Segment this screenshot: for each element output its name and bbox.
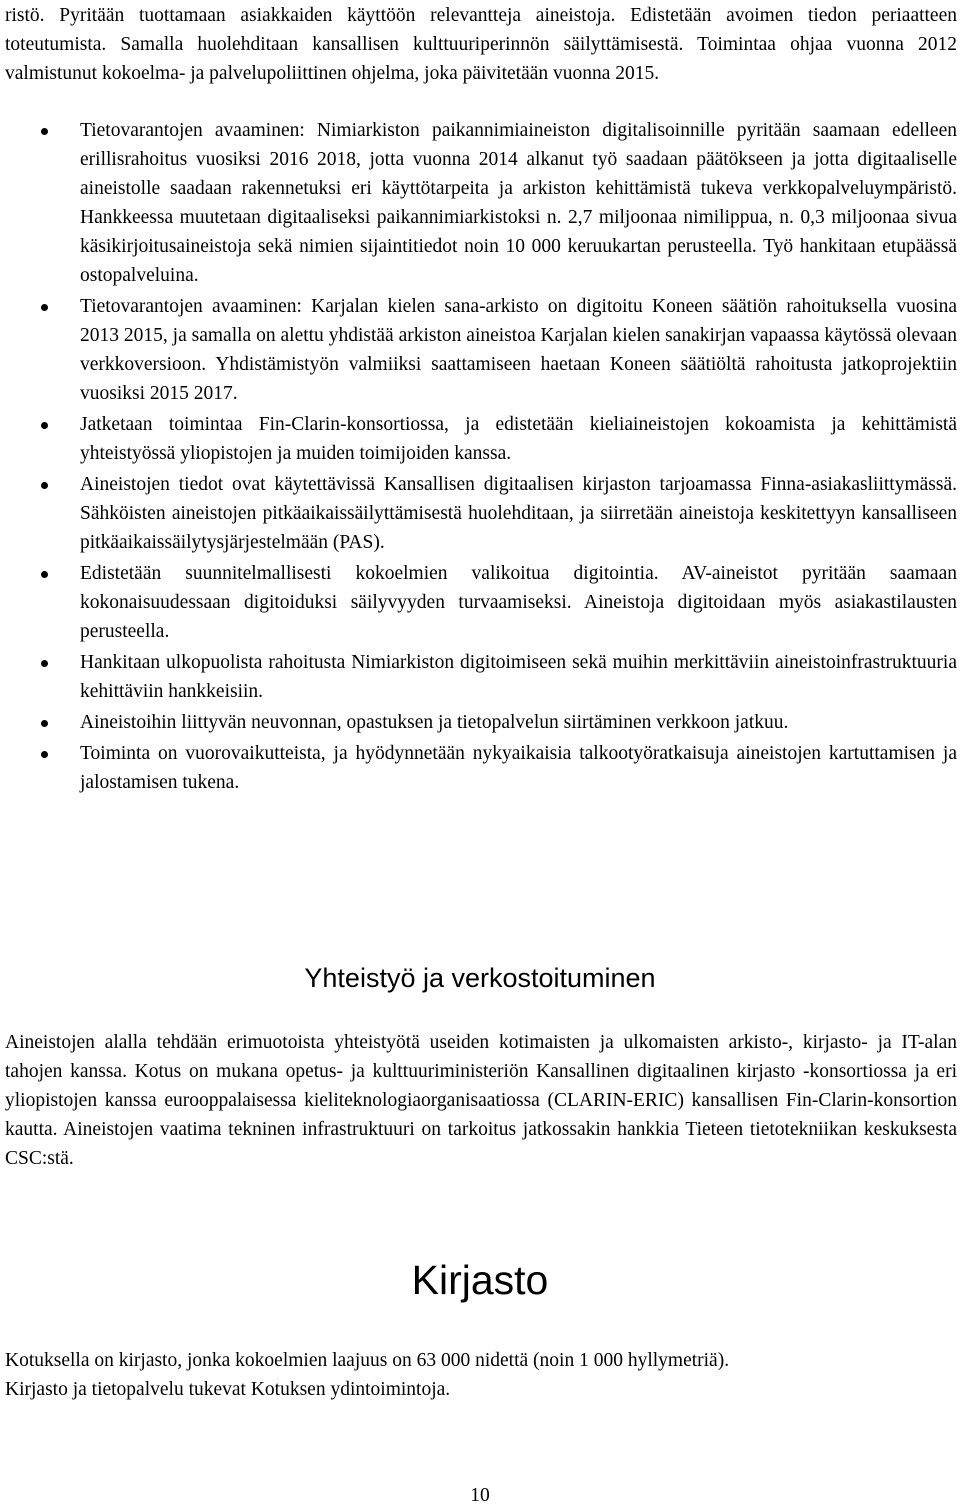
- bullet-dot-icon: [41, 304, 48, 311]
- bullet-dot-icon: [41, 751, 48, 758]
- bullet-text: Tietovarantojen avaaminen: Nimiarkiston paikannimiaineiston digitalisoinnille pyritään saamaan edelleen erillisrahoitus vuosiksi 2016 2018, jotta vuonna 2014 alkanut työ saadaan päätökseen ja jotta digitaaliselle aineistolle saadaan rakennetuksi eri käyttötarpeita ja arkiston kehittämistä tukeva verkkopalveluympäristö. Hankkeessa muutetaan digitaaliseksi paikannimiarkistoksi n. 2,7 miljoonaa nimilippua, n. 0,3 miljoonaa sivua käsikirjoitusaineistoja sekä nimien sijaintitiedot noin 10 000 keruukartan perusteella. Työ hankitaan etupäässä ostopalveluina.: [80, 120, 957, 286]
- bullet-item: [0, 708, 960, 737]
- library-paragraph: Kotuksella on kirjasto, jonka kokoelmien laajuus on 63 000 nidettä (noin 1 000 hyllymetriä).: [5, 1350, 730, 1371]
- intro-paragraph: ristö. Pyritään tuottamaan asiakkaiden käyttöön relevantteja aineistoja. Edistetään avoimen tiedon periaatteen toteutumista. Samalla huolehditaan kansallisen kulttuuriperinnön säilyttämisestä. Toimintaa ohjaa vuonna 2012 valmistunut kokoelma- ja palvelupoliittinen ohjelma, joka päivitetään vuonna 2015.: [5, 5, 957, 84]
- section-heading-cooperation: Yhteistyö ja verkostoituminen: [304, 963, 656, 993]
- bullet-text: Toiminta on vuorovaikutteista, ja hyödynnetään nykyaikaisia talkootyöratkaisuja aineistojen kartuttamisen ja jalostamisen tukena.: [80, 743, 957, 793]
- bullet-dot-icon: [41, 482, 48, 489]
- bullet-item: [0, 116, 960, 290]
- bullet-text: Edistetään suunnitelmallisesti kokoelmien valikoitua digitointia. AV-aineistot pyritään saamaan kokonaisuudessaan digitoiduksi säilyvyyden turvaamiseksi. Aineistoja digitoidaan myös asiakastilausten perusteella.: [80, 563, 957, 642]
- bullet-text: Hankitaan ulkopuolista rahoitusta Nimiarkiston digitoimiseen sekä muihin merkittäviin aineistoinfrastruktuuria kehittäviin hankkeisiin.: [80, 652, 957, 702]
- section-heading-library: Kirjasto: [411, 1257, 549, 1303]
- bullet-item: [0, 559, 960, 646]
- bullet-text: Aineistojen tiedot ovat käytettävissä Kansallisen digitaalisen kirjaston tarjoamassa Finna-asiakasliittymässä. Sähköisten aineistojen pitkäaikaissäilyttämisestä huolehditaan, ja siirretään aineistoja keskitettyyn kansalliseen pitkäaikaissäilytysjärjestelmään (PAS).: [80, 474, 957, 553]
- bullet-text: Tietovarantojen avaaminen: Karjalan kielen sana-arkisto on digitoitu Koneen säätiön rahoituksella vuosina 2013 2015, ja samalla on alettu yhdistää arkiston aineistoa Karjalan kielen sanakirjan vapaassa käytössä olevaan verkkoversioon. Yhdistämistyön valmiiksi saattamiseen haetaan Koneen säätiöltä rahoitusta jatkoprojektiin vuosiksi 2015 2017.: [80, 296, 957, 404]
- bullet-dot-icon: [41, 660, 48, 667]
- bullet-dot-icon: [41, 720, 48, 727]
- bullet-item: [0, 410, 960, 468]
- bullet-item: [0, 739, 960, 797]
- library-paragraph: Kirjasto ja tietopalvelu tukevat Kotuksen ydintoimintoja.: [5, 1379, 451, 1400]
- bullet-list: [0, 116, 960, 797]
- bullet-item: [0, 470, 960, 557]
- bullet-item: [0, 292, 960, 408]
- bullet-text: Aineistoihin liittyvän neuvonnan, opastuksen ja tietopalvelun siirtäminen verkkoon jatkuu.: [80, 712, 789, 733]
- page-number: 10: [470, 1485, 490, 1506]
- library-section: [5, 1346, 957, 1404]
- bullet-item: [0, 648, 960, 706]
- bullet-dot-icon: [41, 422, 48, 429]
- bullet-text: Jatketaan toimintaa Fin-Clarin-konsortiossa, ja edistetään kieliaineistojen kokoamista ja kehittämistä yhteistyössä yliopistojen ja muiden toimijoiden kanssa.: [80, 414, 957, 464]
- bullet-dot-icon: [41, 571, 48, 578]
- cooperation-paragraph: Aineistojen alalla tehdään erimuotoista yhteistyötä useiden kotimaisten ja ulkomaisten arkisto-, kirjasto- ja IT-alan tahojen kanssa. Kotus on mukana opetus- ja kulttuuriministeriön Kansallinen digitaalinen kirjasto -konsortiossa ja eri yliopistojen kanssa eurooppalaisessa kieliteknologiaorganisaatiossa (CLARIN-ERIC) kansallisen Fin-Clarin-konsortion kautta. Aineistojen vaatima tekninen infrastruktuuri on tarkoitus jatkossakin hankkia Tieteen tietotekniikan keskuksesta CSC:stä.: [5, 1032, 957, 1169]
- bullet-dot-icon: [41, 128, 48, 135]
